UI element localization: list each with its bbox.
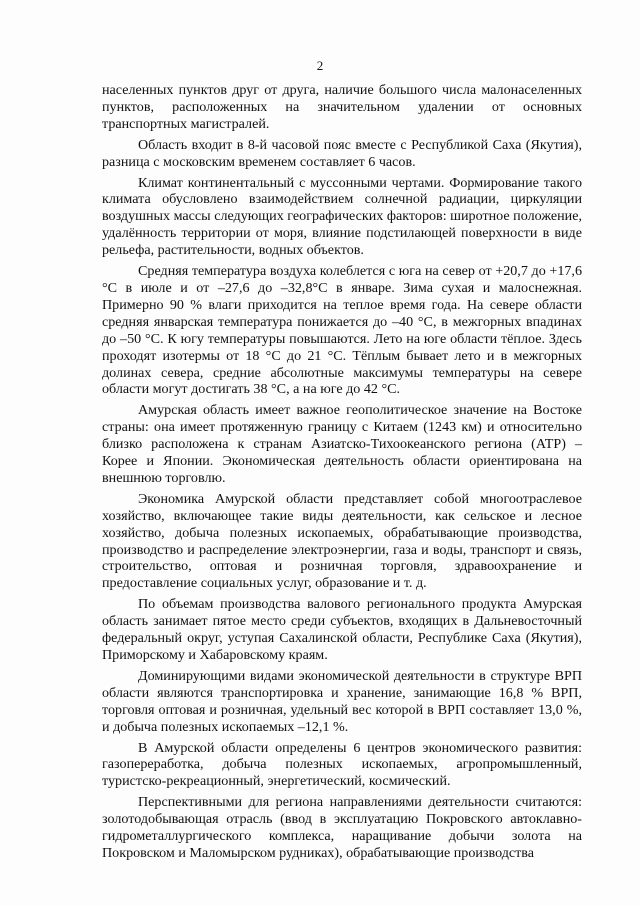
paragraph-geopolitics: Амурская область имеет важное геополитическое значение на Востоке страны: она имеет протяженную границу с Китаем (1243 км) и относительно близко расположена к странам Азиатско-Тихоокеанского региона (АТР) – Корее и Японии. Экономическая деятельность области ориентирована на внешнюю торговлю. (102, 402, 582, 486)
paragraph-grp-rank: По объемам производства валового регионального продукта Амурская область занимает пятое место среди субъектов, входящих в Дальневосточный федеральный округ, уступая Сахалинской области, Республике Саха (Якутия), Приморскому и Хабаровскому краям. (102, 596, 582, 663)
page-number: 2 (316, 58, 324, 73)
paragraph-time-zone: Область входит в 8-й часовой пояс вместе с Республикой Саха (Якутия), разница с московским временем составляет 6 часов. (102, 136, 582, 170)
paragraph-development-centers: В Амурской области определены 6 центров экономического развития: газопереработка, добыча полезных ископаемых, агропромышленный, туристско-рекреационный, энергетический, космический. (102, 739, 582, 790)
document-body (102, 82, 582, 862)
paragraph-prospects: Перспективными для региона направлениями деятельности считаются: золотодобывающая отрасль (ввод в эксплуатацию Покровского автоклавно-гидрометаллургического комплекса, наращивание добычи золота на Покровском и Маломырском рудниках), обрабатывающие производства (102, 794, 582, 861)
paragraph-economy: Экономика Амурской области представляет собой многоотраслевое хозяйство, включающее такие виды деятельности, как сельское и лесное хозяйство, добыча полезных ископаемых, обрабатывающие производства, производство и распределение электроэнергии, газа и воды, транспорт и связь, строительство, оптовая и розничная торговля, здравоохранение и предоставление социальных услуг, образование и т. д. (102, 490, 582, 592)
paragraph-climate: Климат континентальный с муссонными чертами. Формирование такого климата обусловлено взаимодействием солнечной радиации, циркуляции воздушных массы следующих географических факторов: широтное положение, удалённость территории от моря, влияние подстилающей поверхности в виде рельефа, растительности, водных объектов. (102, 174, 582, 259)
paragraph-temperature: Средняя температура воздуха колеблется с юга на север от +20,7 до +17,6 °С в июле и от –27,6 до –32,8°С в январе. Зима сухая и малоснежная. Примерно 90 % влаги приходится на теплое время года. На севере области средняя январская температура понижается до –40 °С, в межгорных впадинах до –50 °С. К югу температуры повышаются. Лето на юге области тёплое. Здесь проходят изотермы от 18 °С до 21 °С. Тёплым бывает лето и в межгорных долинах севера, средние абсолютные максимумы температуры на севере области могут достигать 38 °С, а на юге до 42 °С. (102, 263, 582, 398)
paragraph-grp-structure: Доминирующими видами экономической деятельности в структуре ВРП области являются транспортировка и хранение, занимающие 16,8 % ВРП, торговля оптовая и розничная, удельный вес которой в ВРП составляет 13,0 %, и добыча полезных ископаемых –12,1 %. (102, 667, 582, 735)
paragraph-continuation: населенных пунктов друг от друга, наличие большого числа малонаселенных пунктов, расположенных на значительном удалении от основных транспортных магистралей. (102, 82, 582, 132)
